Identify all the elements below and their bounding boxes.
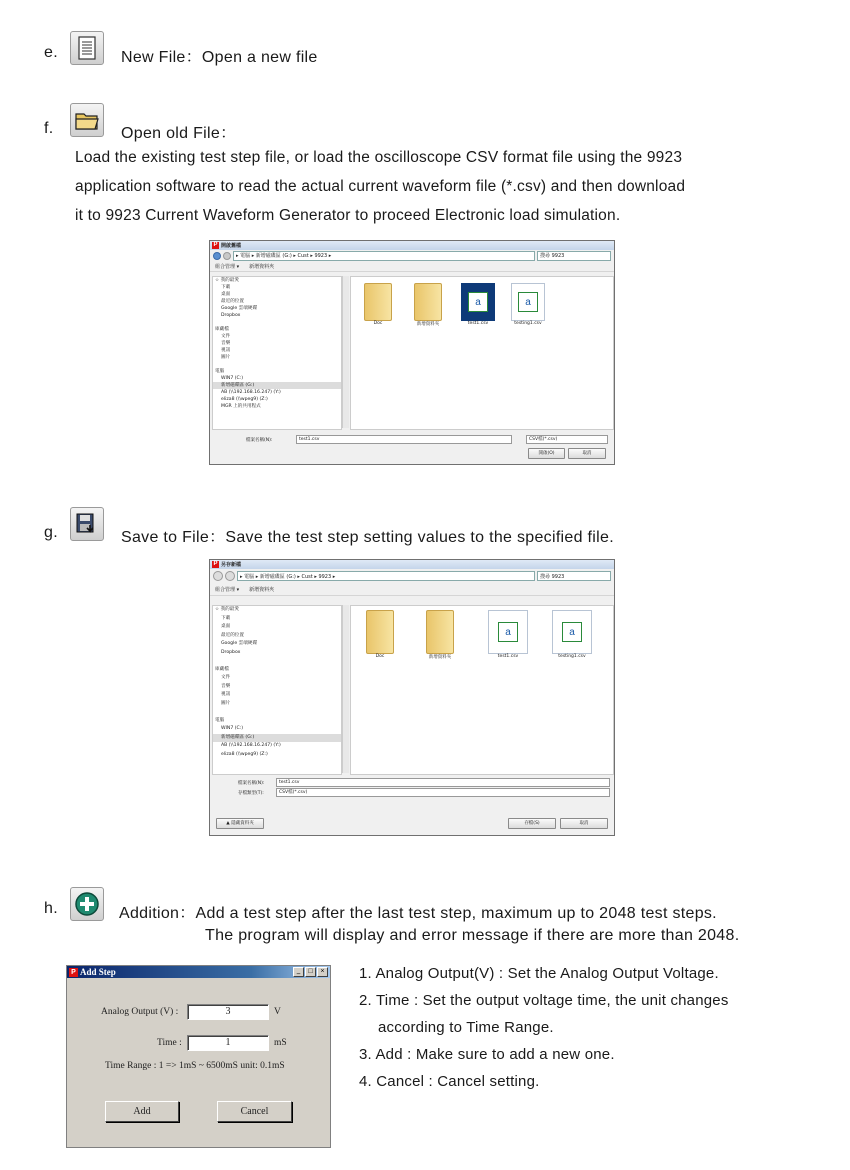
nav-item[interactable]: 圖片 [221,355,231,360]
csv-file-item-selected[interactable] [453,283,503,326]
dialog-titlebar [210,560,614,569]
address-bar[interactable]: ▸ 電腦 ▸ 新增磁碟區 (G:) ▸ Cust ▸ 9923 ▸ [237,571,535,581]
cancel-button[interactable]: 取消 [560,818,608,829]
csv-file-icon: a [552,610,592,654]
open-file-description [75,143,795,230]
dialog-titlebar [210,241,614,250]
item-letter-f: f. [44,120,54,137]
search-input[interactable]: 搜尋 9923 [537,251,611,261]
back-arrow-icon[interactable] [213,571,223,581]
add-step-dialog [66,965,331,1148]
forward-arrow-icon[interactable] [223,252,231,260]
nav-group-header[interactable]: ☆ 我的最愛 [215,278,239,283]
search-input[interactable]: 搜尋 9923 [537,571,611,581]
nav-item[interactable]: Google 雲端硬碟 [221,306,258,311]
csv-file-item[interactable] [483,610,533,659]
address-row [210,250,614,261]
filename-input[interactable]: test1.csv [276,778,610,787]
nav-item[interactable]: AB (\\192.168.16.247) (Y:) [221,743,281,748]
nav-scrollbar[interactable] [342,605,349,773]
minimize-button[interactable]: _ [293,967,304,977]
file-list [350,605,614,775]
nav-group-header[interactable]: 庫藏檔 [215,327,229,332]
dialog-title: Add Step [80,967,116,977]
app-p-icon: P [69,968,78,977]
time-range-text: Time Range : 1 => 1mS ~ 6500mS unit: 0.1mS [105,1061,285,1071]
nav-item[interactable]: 下載 [221,285,231,290]
file-list [350,276,614,430]
addition-notes-list [359,960,729,1095]
file-name: test1.csv [467,321,489,326]
folder-item[interactable] [355,610,405,659]
nav-group-header[interactable]: 電腦 [215,369,225,374]
nav-item [213,319,341,326]
open-file-heading: Open old File： [121,125,237,142]
navigation-pane [212,276,342,430]
organize-menu[interactable]: 組合管理 ▾ [215,586,240,593]
time-unit: mS [274,1038,287,1048]
nav-item[interactable]: 文件 [221,675,231,680]
new-folder-button[interactable]: 新增資料夾 [249,263,275,270]
nav-item[interactable]: 桌面 [221,292,231,297]
forward-arrow-icon[interactable] [225,571,235,581]
csv-file-icon: a [461,283,495,321]
csv-file-icon: a [488,610,528,654]
folder-icon [426,610,454,654]
note-add: 3. Add : Make sure to add a new one. [359,1046,615,1063]
time-label: Time : [157,1038,182,1048]
address-bar[interactable]: ▸ 電腦 ▸ 新增磁碟區 (G:) ▸ Cust ▸ 9923 ▸ [233,251,535,261]
nav-item[interactable]: AB (\\192.168.16.247) (Y:) [221,390,281,395]
open-button[interactable]: 開啟(O) [528,448,565,459]
navigation-pane [212,605,342,775]
nav-item[interactable]: Dropbox [221,313,241,318]
filename-input[interactable]: test1.csv [296,435,512,444]
nav-item[interactable]: 音樂 [221,341,231,346]
note-cancel: 4. Cancel : Cancel setting. [359,1073,540,1090]
command-bar [210,583,614,596]
description-line: Load the existing test step file, or load the oscilloscope CSV format file using the 9923 [75,149,683,166]
nav-item[interactable]: eliza8 (\\wpeg9) (Z:) [221,397,268,402]
save-file-dialog [209,559,615,836]
nav-item[interactable]: 下載 [221,615,231,621]
save-file-description: Save to File：Save the test step setting values to the specified file. [121,529,614,546]
nav-scrollbar[interactable] [342,276,349,428]
folder-item[interactable] [415,610,465,660]
hide-folders-button[interactable]: ▲ 隱藏資料夾 [216,818,264,829]
nav-item[interactable]: Dropbox [221,649,241,655]
nav-item[interactable]: WIN7 (C:) [221,726,244,731]
file-name: testing1.csv [514,321,542,326]
app-p-icon: P [213,242,218,248]
add-plus-icon[interactable] [70,887,104,921]
save-type-label: 存檔類型(T): [238,791,264,796]
nav-item[interactable]: 圖片 [221,700,231,706]
csv-file-item[interactable] [547,610,597,659]
nav-item[interactable]: 桌面 [221,624,231,629]
nav-group-header[interactable]: ☆ 我的最愛 [215,607,239,612]
csv-file-icon: a [511,283,545,321]
organize-menu[interactable]: 組合管理 ▾ [215,263,240,270]
cancel-button[interactable]: Cancel [217,1101,292,1122]
analog-output-input[interactable]: 3 [187,1004,269,1020]
dialog-title: 另存新檔 [221,562,242,568]
file-name: test1.csv [497,654,519,659]
description-line: application software to read the actual current waveform file (*.csv) and then download [75,178,686,195]
nav-item[interactable]: 視訊 [221,692,231,697]
new-file-icon[interactable] [70,31,104,65]
nav-item[interactable]: 最近的位置 [221,632,244,638]
nav-item[interactable]: 音樂 [221,683,231,689]
nav-item[interactable]: eliza8 (\\wpeg9) (Z:) [221,751,268,757]
nav-item [213,657,341,666]
addition-description-line-1: Addition：Add a test step after the last test step, maximum up to 2048 test steps. [119,905,717,922]
nav-item[interactable]: 新增磁碟區 (G:) [213,382,341,389]
cancel-button[interactable]: 取消 [568,448,606,459]
nav-group-header[interactable]: 電腦 [215,717,225,723]
addition-description-line-2: The program will display and error message if there are more than 2048. [205,927,740,944]
folder-icon [366,610,394,654]
note-analog-output: 1. Analog Output(V) : Set the Analog Output Voltage. [359,965,719,982]
save-disk-icon[interactable] [70,507,104,541]
time-input[interactable]: 1 [187,1035,269,1051]
file-name: 新增資料夾 [416,322,440,327]
filename-label: 檔案名稱(N): [238,781,265,786]
analog-output-label: Analog Output (V) : [101,1007,179,1017]
nav-item[interactable]: 視訊 [221,348,231,353]
file-name: 新增資料夾 [428,655,452,660]
save-type-select[interactable]: CSV檔(*.csv) [276,788,610,797]
nav-item[interactable]: WIN7 (C:) [221,376,244,381]
nav-item[interactable]: 新增磁碟區 (G:) [213,734,341,743]
nav-item [213,708,341,717]
add-button[interactable]: Add [105,1101,179,1122]
item-letter-e: e. [44,44,58,61]
folder-item[interactable] [353,283,403,326]
nav-item[interactable]: 最近的位置 [221,299,244,304]
nav-group-header[interactable]: 庫藏檔 [215,666,229,672]
address-row [210,569,614,583]
nav-item[interactable]: Google 雲端硬碟 [221,641,258,646]
note-time: 2. Time : Set the output voltage time, the unit changes [359,992,729,1009]
dialog-title: 開啟舊檔 [221,243,242,249]
open-folder-icon[interactable] [70,103,104,137]
open-file-dialog [209,240,615,465]
folder-icon [414,283,442,321]
description-line: it to 9923 Current Waveform Generator to proceed Electronic load simulation. [75,207,621,224]
filename-label: 檔案名稱(N): [246,438,273,443]
item-letter-g: g. [44,524,58,541]
folder-icon [364,283,392,321]
item-letter-h: h. [44,900,58,917]
folder-item[interactable] [403,283,453,327]
file-name: testing1.csv [558,654,586,659]
new-file-description: New File：Open a new file [121,49,318,66]
note-time-continued: according to Time Range. [378,1019,554,1036]
app-p-icon: P [213,561,218,567]
save-button[interactable]: 存檔(S) [508,818,556,829]
file-name: Doc [375,654,385,659]
command-bar [210,261,614,272]
new-folder-button[interactable]: 新增資料夾 [249,586,275,593]
file-name: Doc [373,321,383,326]
nav-item[interactable]: 文件 [221,334,231,339]
analog-output-unit: V [274,1007,281,1017]
maximize-button[interactable]: □ [305,967,316,977]
dialog-titlebar [67,966,330,978]
back-arrow-icon[interactable] [213,252,221,260]
nav-item[interactable]: MGR 上的共用程式 [221,404,261,409]
csv-file-item[interactable] [503,283,553,326]
nav-item [213,361,341,368]
file-type-select[interactable]: CSV檔(*.csv) [526,435,608,444]
close-button[interactable]: × [317,967,328,977]
